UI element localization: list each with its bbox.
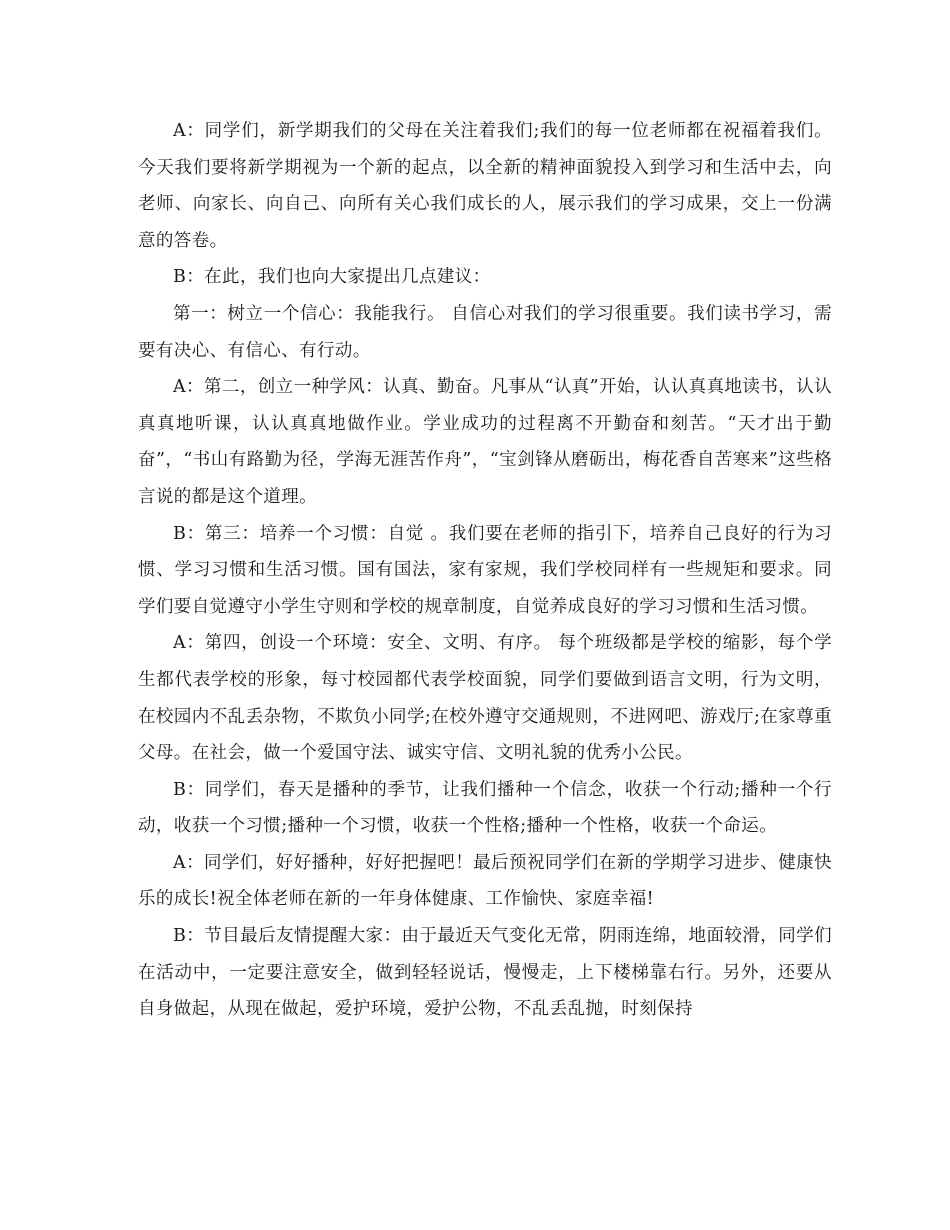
- paragraph-b-third-habit: B：第三：培养一个习惯：自觉 。我们要在老师的指引下，培养自己良好的行为习惯、学习习惯和生活习惯。国有国法，家有家规，我们学校同样有一些规矩和要求。同学们要自觉遵守小学生守则和学校的规章制度，自觉养成良好的学习习惯和生活习惯。: [138, 523, 832, 617]
- paragraph-b-safety-reminder: B：节目最后友情提醒大家：由于最近天气变化无常，阴雨连绵，地面较滑，同学们在活动中，一定要注意安全，做到轻轻说话，慢慢走，上下楼梯靠右行。另外，还要从自身做起，从现在做起，爱护环境，爱护公物，不乱丢乱抛，时刻保持: [138, 926, 832, 1020]
- paragraph-a-opening: A：同学们，新学期我们的父母在关注着我们;我们的每一位老师都在祝福着我们。今天我们要将新学期视为一个新的起点，以全新的精神面貌投入到学习和生活中去，向老师、向家长、向自己、向所有关心我们成长的人，展示我们的学习成果，交上一份满意的答卷。: [138, 121, 832, 251]
- document-body: [138, 113, 832, 1028]
- paragraph-a-fourth-environment: A：第四，创设一个环境：安全、文明、有序。 每个班级都是学校的缩影，每个学生都代表学校的形象，每寸校园都代表学校面貌，同学们要做到语言文明，行为文明，在校园内不乱丢杂物，不欺负小同学;在校外遵守交通规则，不进网吧、游戏厅;在家尊重父母。在社会，做一个爱国守法、诚实守信、文明礼貌的优秀小公民。: [138, 633, 832, 764]
- paragraph-first-confidence: 第一：树立一个信心：我能我行。 自信心对我们的学习很重要。我们读书学习，需要有决心、有信心、有行动。: [138, 303, 832, 361]
- paragraph-b-spring-sowing: B：同学们，春天是播种的季节，让我们播种一个信念，收获一个行动;播种一个行动，收获一个习惯;播种一个习惯，收获一个性格;播种一个性格，收获一个命运。: [138, 779, 832, 837]
- paragraph-a-wishes: A：同学们，好好播种，好好把握吧！最后预祝同学们在新的学期学习进步、健康快乐的成长!祝全体老师在新的一年身体健康、工作愉快、家庭幸福!: [138, 852, 832, 910]
- paragraph-a-second-study-style: A：第二，创立一种学风：认真、勤奋。凡事从“认真”开始，认认真真地读书，认认真真地听课，认认真真地做作业。学业成功的过程离不开勤奋和刻苦。“天才出于勤奋”，“书山有路勤为径，学海无涯苦作舟”，“宝剑锋从磨砺出，梅花香自苦寒来”这些格言说的都是这个道理。: [138, 377, 832, 507]
- paragraph-b-suggestions-intro: B：在此，我们也向大家提出几点建议：: [173, 267, 491, 288]
